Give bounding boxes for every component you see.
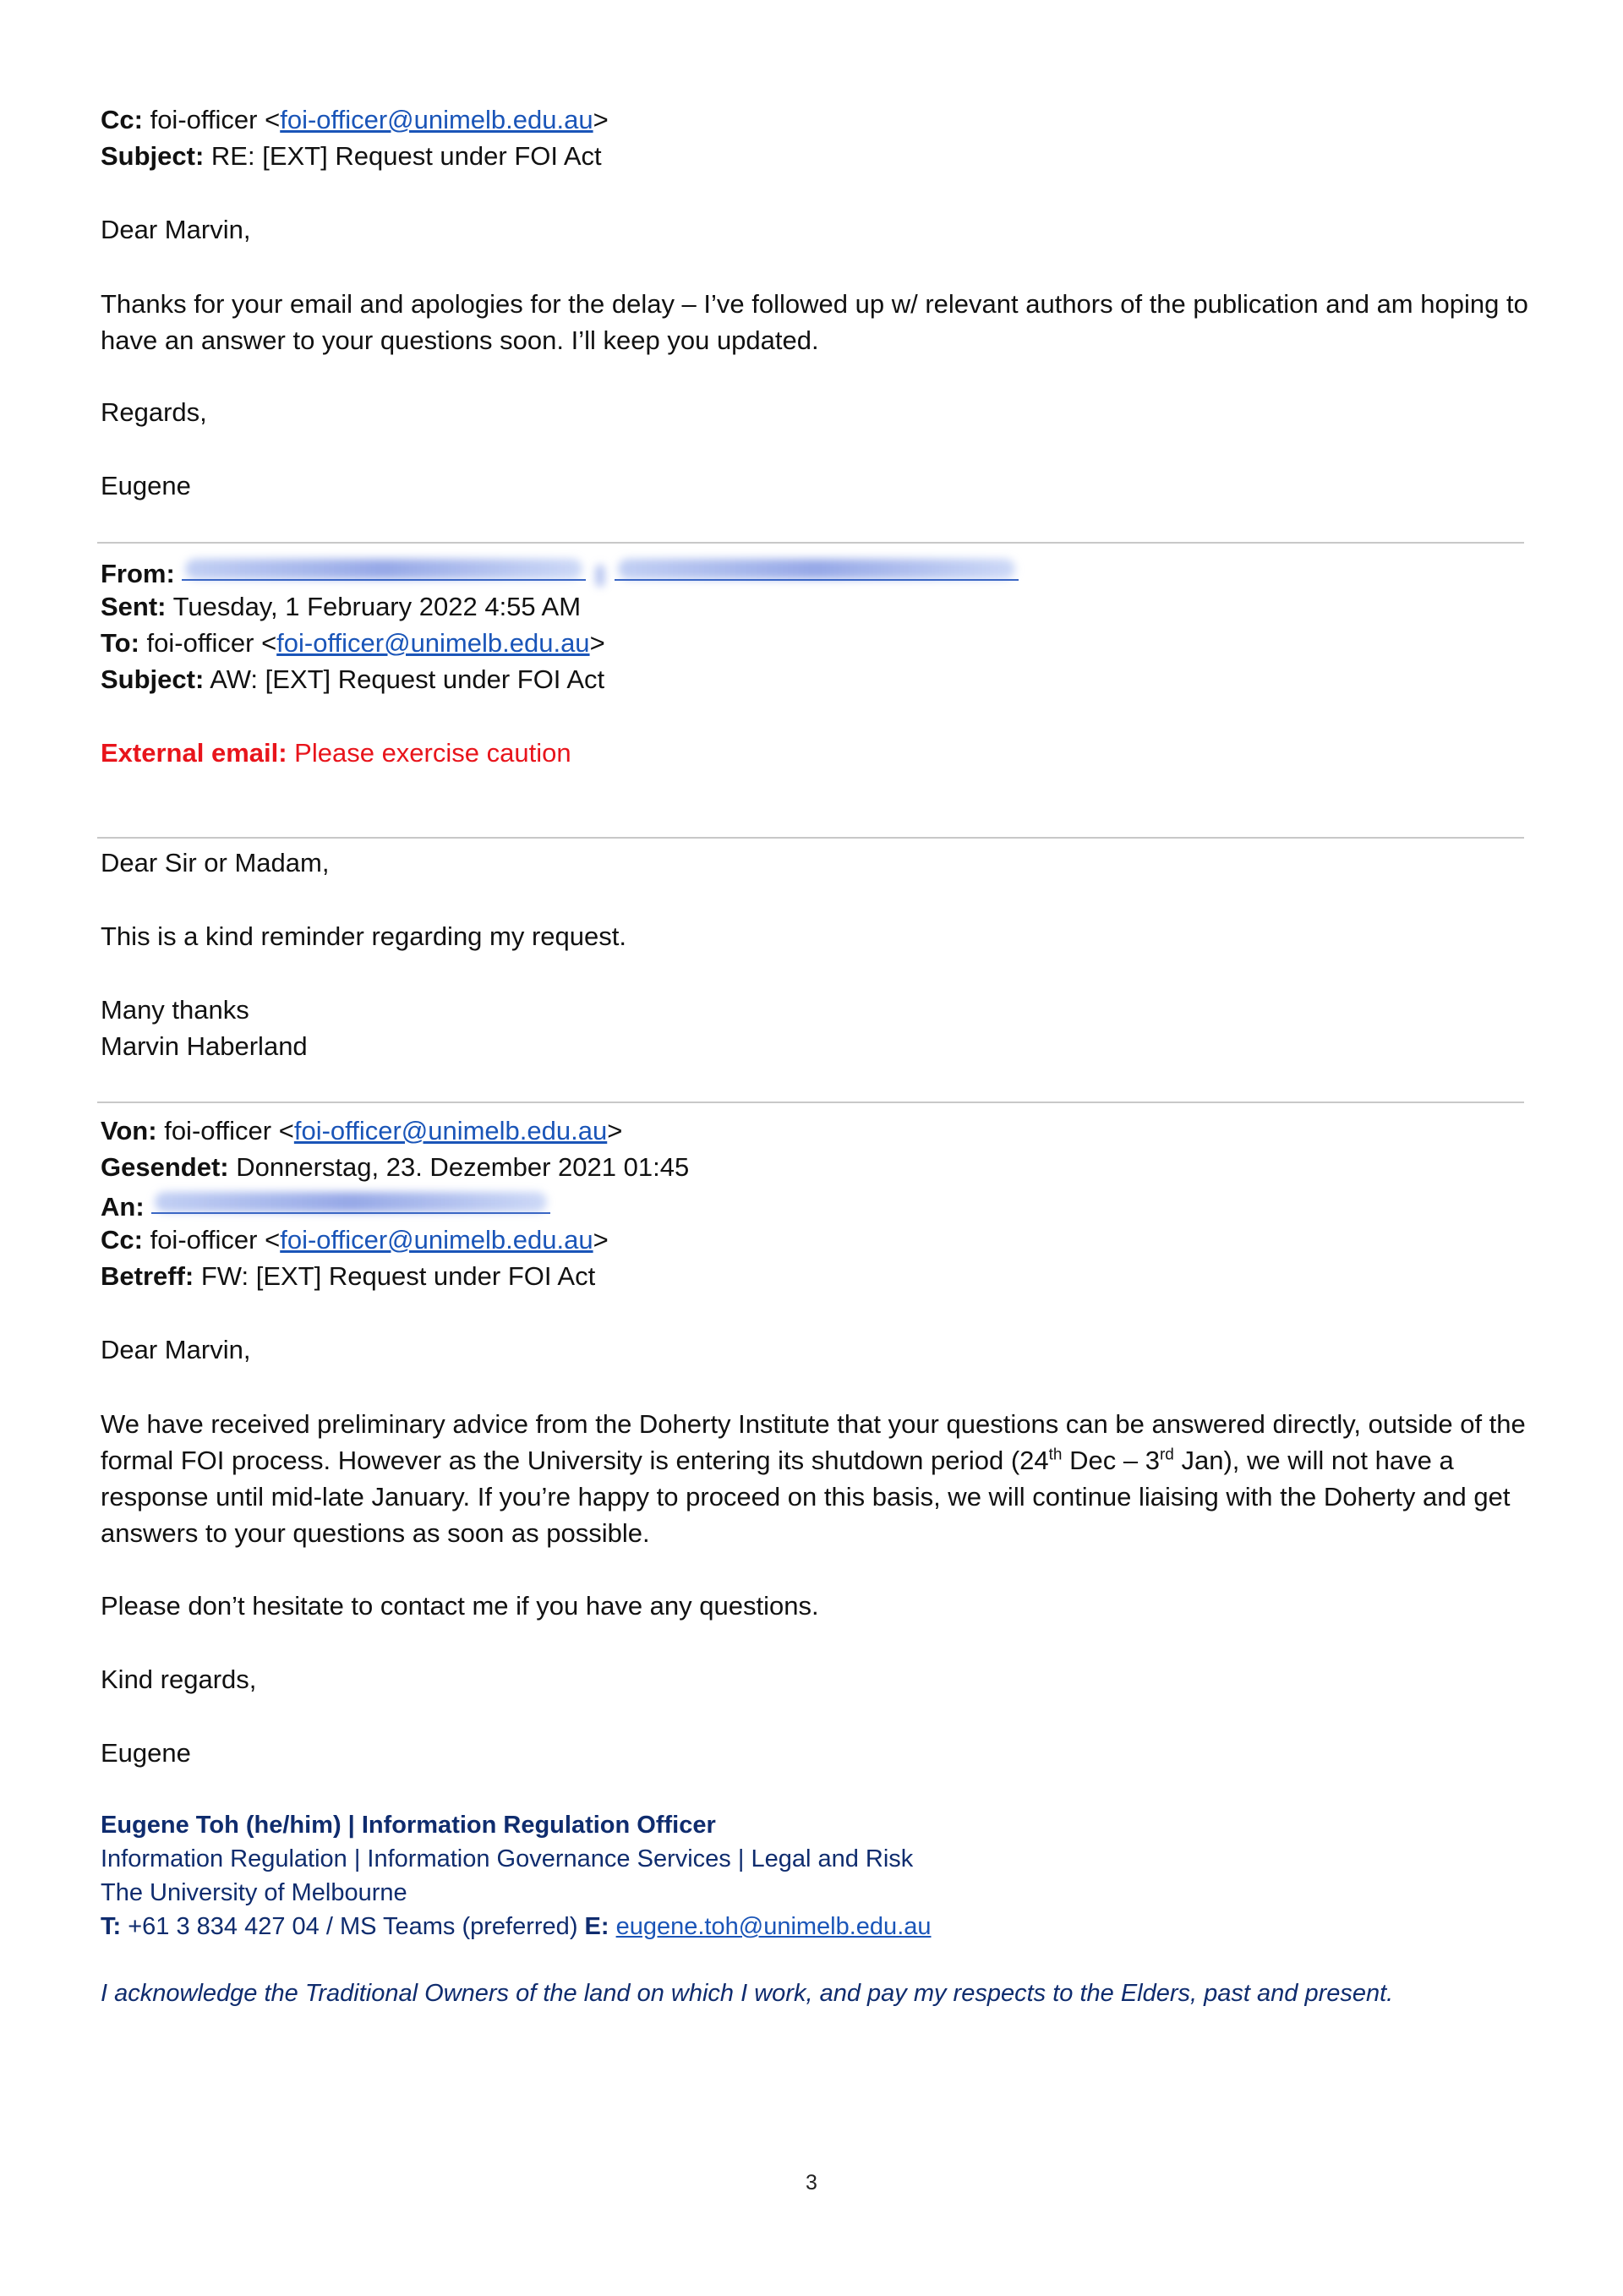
external-email-warning [101,736,571,770]
message-paragraph: Please don’t hesitate to contact me if you have any questions. [101,1591,819,1621]
to-line: To: foi-officer <foi-officer@unimelb.edu.au> [101,628,605,658]
sent-line [101,590,581,624]
redacted-recipient [151,1187,550,1216]
cc-line: Cc: foi-officer <foi-officer@unimelb.edu.au> [101,1225,609,1255]
superscript-th: th [1048,1446,1063,1464]
from-line [101,554,1019,591]
separator [97,542,1524,544]
message-body: Thanks for your email and apologies for the delay – I’ve followed up w/ relevant authors of the publication and am hoping to have an answer to your questions soon. I’ll keep you updated. [101,289,1528,355]
cc-name: foi-officer [150,1225,258,1255]
closing: Regards, [101,397,207,427]
signature-contact [101,1910,932,1943]
cc-name: foi-officer [150,105,258,134]
redacted-bracket [595,565,605,587]
to-label: To: [101,628,139,658]
sent-line [101,1151,689,1184]
greeting: Dear Sir or Madam, [101,848,330,877]
from-email-link[interactable]: foi-officer@unimelb.edu.au [293,1116,608,1145]
sent-label: Sent: [101,592,167,621]
sent-label: Gesendet: [101,1152,229,1182]
signature-name: Eugene [101,471,191,500]
cc-label: Cc: [101,1225,143,1255]
greeting: Dear Marvin, [101,1335,251,1364]
from-label: From: [101,559,175,588]
redacted-sender-name [182,554,586,582]
closing: Kind regards, [101,1665,257,1694]
sender-name: Marvin Haberland [101,1031,308,1061]
closing: Many thanks [101,995,249,1025]
greeting: Dear Marvin, [101,215,251,244]
subject-text: RE: [EXT] Request under FOI Act [210,141,602,171]
message-body: This is a kind reminder regarding my request. [101,921,626,951]
cc-label: Cc: [101,105,143,134]
from-name: foi-officer [164,1116,272,1145]
signature-email-link[interactable]: eugene.toh@unimelb.edu.au [615,1913,932,1940]
warning-label: External email: [101,738,287,768]
to-email-link[interactable]: foi-officer@unimelb.edu.au [276,628,590,658]
acknowledgement: I acknowledge the Traditional Owners of the land on which I work, and pay my respects to the Elders, past and present. [101,1980,1394,2007]
phone-label: T: [101,1913,122,1940]
subject-text: FW: [EXT] Request under FOI Act [200,1261,596,1291]
warning-text: Please exercise caution [294,738,571,768]
separator [97,1102,1524,1103]
email-label: E: [584,1913,609,1940]
sent-date: Tuesday, 1 February 2022 4:55 AM [172,592,582,621]
subject-label: Betreff: [101,1261,194,1291]
to-line [101,1187,550,1224]
from-line: Von: foi-officer <foi-officer@unimelb.edu.au> [101,1116,623,1145]
cc-line: Cc: foi-officer <foi-officer@unimelb.edu.au> [101,105,609,134]
message-body: We have received preliminary advice from the Doherty Institute that your questions can be answered directly, outside of the formal FOI process. However as the University is entering its shutdown period (24th Dec – 3rd Jan), we will not have a response until mid-late January. If you’re happy to proceed on this basis, we will continue liaising with the Doherty and get answers to your questions as soon as possible. [101,1409,1526,1548]
sent-date: Donnerstag, 23. Dezember 2021 01:45 [236,1152,690,1182]
separator [97,837,1524,839]
subject-line [101,663,604,697]
phone-number: +61 3 834 427 04 / MS Teams (preferred) [128,1913,578,1940]
subject-label: Subject: [101,664,205,694]
signature-organisation: The University of Melbourne [101,1879,407,1906]
from-label: Von: [101,1116,157,1145]
cc-email-link[interactable]: foi-officer@unimelb.edu.au [280,105,593,134]
subject-label: Subject: [101,141,205,171]
signature-name-title: Eugene Toh (he/him) | Information Regulation Officer [101,1812,716,1839]
superscript-rd: rd [1159,1446,1174,1464]
to-name: foi-officer [146,628,254,658]
to-label: An: [101,1192,145,1222]
subject-line [101,1260,595,1293]
subject-line [101,139,602,173]
subject-text: AW: [EXT] Request under FOI Act [210,664,605,694]
cc-email-link[interactable]: foi-officer@unimelb.edu.au [280,1225,593,1255]
signature-department: Information Regulation | Information Governance Services | Legal and Risk [101,1845,914,1872]
redacted-sender-email [615,554,1019,582]
signature-name: Eugene [101,1738,191,1768]
page-number: 3 [806,2171,817,2195]
